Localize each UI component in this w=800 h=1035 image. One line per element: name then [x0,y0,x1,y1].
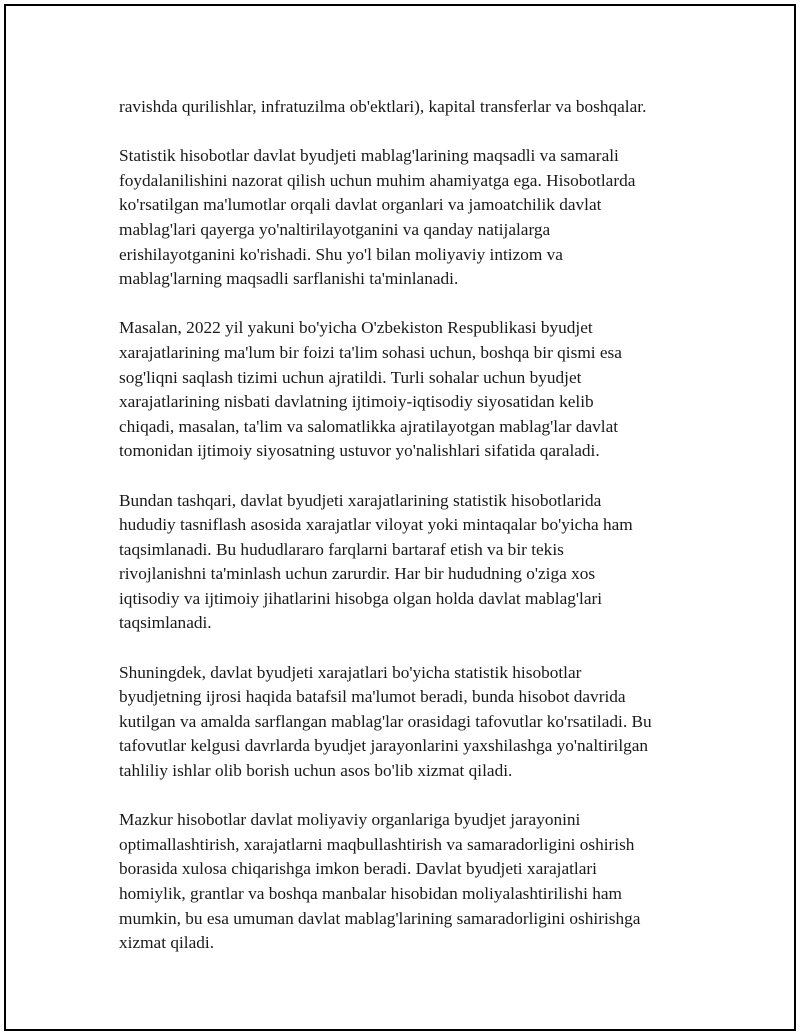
text-line: mablag'lari qayerga yo'naltirilayotganini va qanday natijalarga [119,219,551,239]
text-line: taqsimlanadi. Bu hududlararo farqlarni bartaraf etish va bir tekis [119,539,564,559]
text-line: Shuningdek, davlat byudjeti xarajatlari bo'yicha statistik hisobotlar [119,662,582,682]
text-line: xarajatlarining nisbati davlatning ijtimoiy-iqtisodiy siyosatidan kelib [119,392,594,412]
text-line: ravishda qurilishlar, infratuzilma ob'ektlari), kapital transferlar va boshqalar. [119,97,647,116]
text-line: iqtisodiy va ijtimoiy jihatlarini hisobga olgan holda davlat mablag'lari [119,588,603,608]
text-line: kutilgan va amalda sarflangan mablag'lar orasidagi tafovutlar ko'rsatiladi. Bu [119,711,652,731]
text-line: foydalanilishini nazorat qilish uchun muhim ahamiyatga ega. Hisobotlarda [119,170,636,190]
text-line: mumkin, bu esa umuman davlat mablag'larining samaradorligini oshirishga [119,908,641,928]
text-line: rivojlanishni ta'minlash uchun zarurdir. Har bir hududning o'ziga xos [119,564,596,584]
paragraph [119,316,704,464]
text-line: tafovutlar kelgusi davrlarda byudjet jarayonlarini yaxshilashga yo'naltirilgan [119,736,649,756]
text-line: sog'liqni saqlash tizimi uchun ajratildi. Turli sohalar uchun byudjet [119,367,582,387]
text-line: optimallashtirish, xarajatlarni maqbullashtirish va samaradorligini oshirish [119,834,635,854]
text-line: ko'rsatilgan ma'lumotlar orqali davlat organlari va jamoatchilik davlat [119,195,602,215]
text-line: homiylik, grantlar va boshqa manbalar hisobidan moliyalashtirilishi ham [119,884,622,903]
text-line: xizmat qiladi. [119,933,215,953]
text-line: chiqadi, masalan, ta'lim va salomatlikka ajratilayotgan mablag'lar davlat [119,416,619,436]
text-line: tahliliy ishlar olib borish uchun asos bo'lib xizmat qiladi. [119,761,513,781]
document-body [119,95,704,980]
text-line: Bundan tashqari, davlat byudjeti xarajatlarining statistik hisobotlarida [119,490,602,510]
text-line: taqsimlanadi. [119,613,212,633]
text-line: hududiy tasniflash asosida xarajatlar viloyat yoki mintaqalar bo'yicha ham [119,515,633,535]
page-border [4,4,796,1031]
paragraph [119,144,704,292]
paragraph [119,489,704,637]
text-line: tomonidan ijtimoiy siyosatning ustuvor yo'nalishlari sifatida qaraladi. [119,441,600,461]
paragraph [119,808,704,956]
text-line: mablag'larning maqsadli sarflanishi ta'minlanadi. [119,269,459,289]
text-line: borasida xulosa chiqarishga imkon beradi. Davlat byudjeti xarajatlari [119,859,597,879]
paragraph [119,661,704,784]
text-line: byudjetning ijrosi haqida batafsil ma'lumot beradi, bunda hisobot davrida [119,687,626,707]
text-line: xarajatlarining ma'lum bir foizi ta'lim sohasi uchun, boshqa bir qismi esa [119,342,622,362]
text-line: Masalan, 2022 yil yakuni bo'yicha O'zbekiston Respublikasi byudjet [119,318,593,338]
paragraph [119,95,704,120]
text-line: Mazkur hisobotlar davlat moliyaviy organlariga byudjet jarayonini [119,810,581,830]
text-line: Statistik hisobotlar davlat byudjeti mablag'larining maqsadli va samarali [119,146,619,166]
text-line: erishilayotganini ko'rishadi. Shu yo'l bilan moliyaviy intizom va [119,244,563,264]
